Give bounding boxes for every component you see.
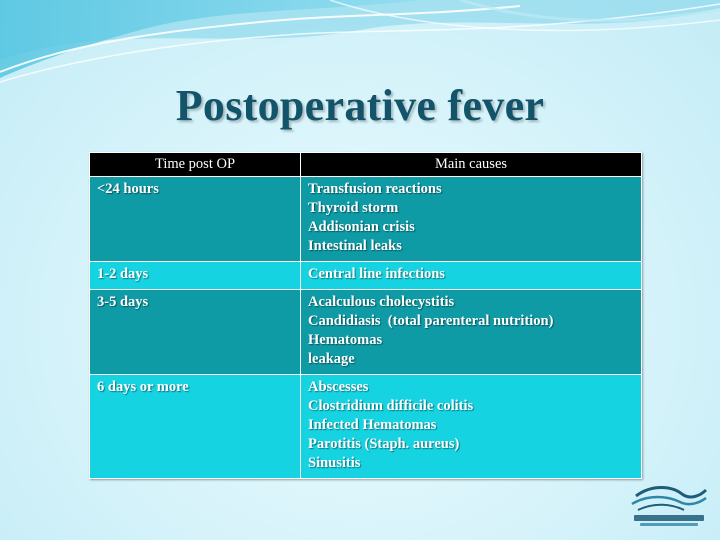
cause-item: Acalculous cholecystitis xyxy=(308,294,455,310)
header-main-causes: Main causes xyxy=(301,153,642,177)
university-logo xyxy=(626,482,710,530)
cause-item: Sinusitis xyxy=(308,455,361,471)
time-cell: 6 days or more xyxy=(90,375,301,479)
cause-item: Hematomas xyxy=(308,332,383,348)
fever-causes-table xyxy=(89,152,642,479)
causes-cell xyxy=(301,375,642,479)
cause-item: Central line infections xyxy=(308,266,445,282)
cause-item: Transfusion reactions xyxy=(308,181,442,197)
table-row xyxy=(90,177,642,262)
causes-cell xyxy=(301,177,642,262)
causes-cell xyxy=(301,290,642,375)
table-row xyxy=(90,262,642,290)
cause-item: Candidiasis (total parenteral nutrition) xyxy=(308,313,554,329)
cause-item: Abscesses xyxy=(308,379,369,395)
cause-item: Parotitis (Staph. aureus) xyxy=(308,436,460,452)
table-header-row xyxy=(90,153,642,177)
table-row xyxy=(90,375,642,479)
time-cell: 3-5 days xyxy=(90,290,301,375)
cause-item: Infected Hematomas xyxy=(308,417,437,433)
cause-item: Intestinal leaks xyxy=(308,238,402,254)
cause-item: leakage xyxy=(308,351,355,367)
decorative-waves xyxy=(0,0,720,90)
time-cell: 1-2 days xyxy=(90,262,301,290)
header-time-post-op: Time post OP xyxy=(90,153,301,177)
table-row xyxy=(90,290,642,375)
cause-item: Clostridium difficile colitis xyxy=(308,398,474,414)
causes-cell xyxy=(301,262,642,290)
time-cell: <24 hours xyxy=(90,177,301,262)
cause-item: Thyroid storm xyxy=(308,200,399,216)
cause-item: Addisonian crisis xyxy=(308,219,415,235)
slide-title: Postoperative fever xyxy=(175,81,545,130)
